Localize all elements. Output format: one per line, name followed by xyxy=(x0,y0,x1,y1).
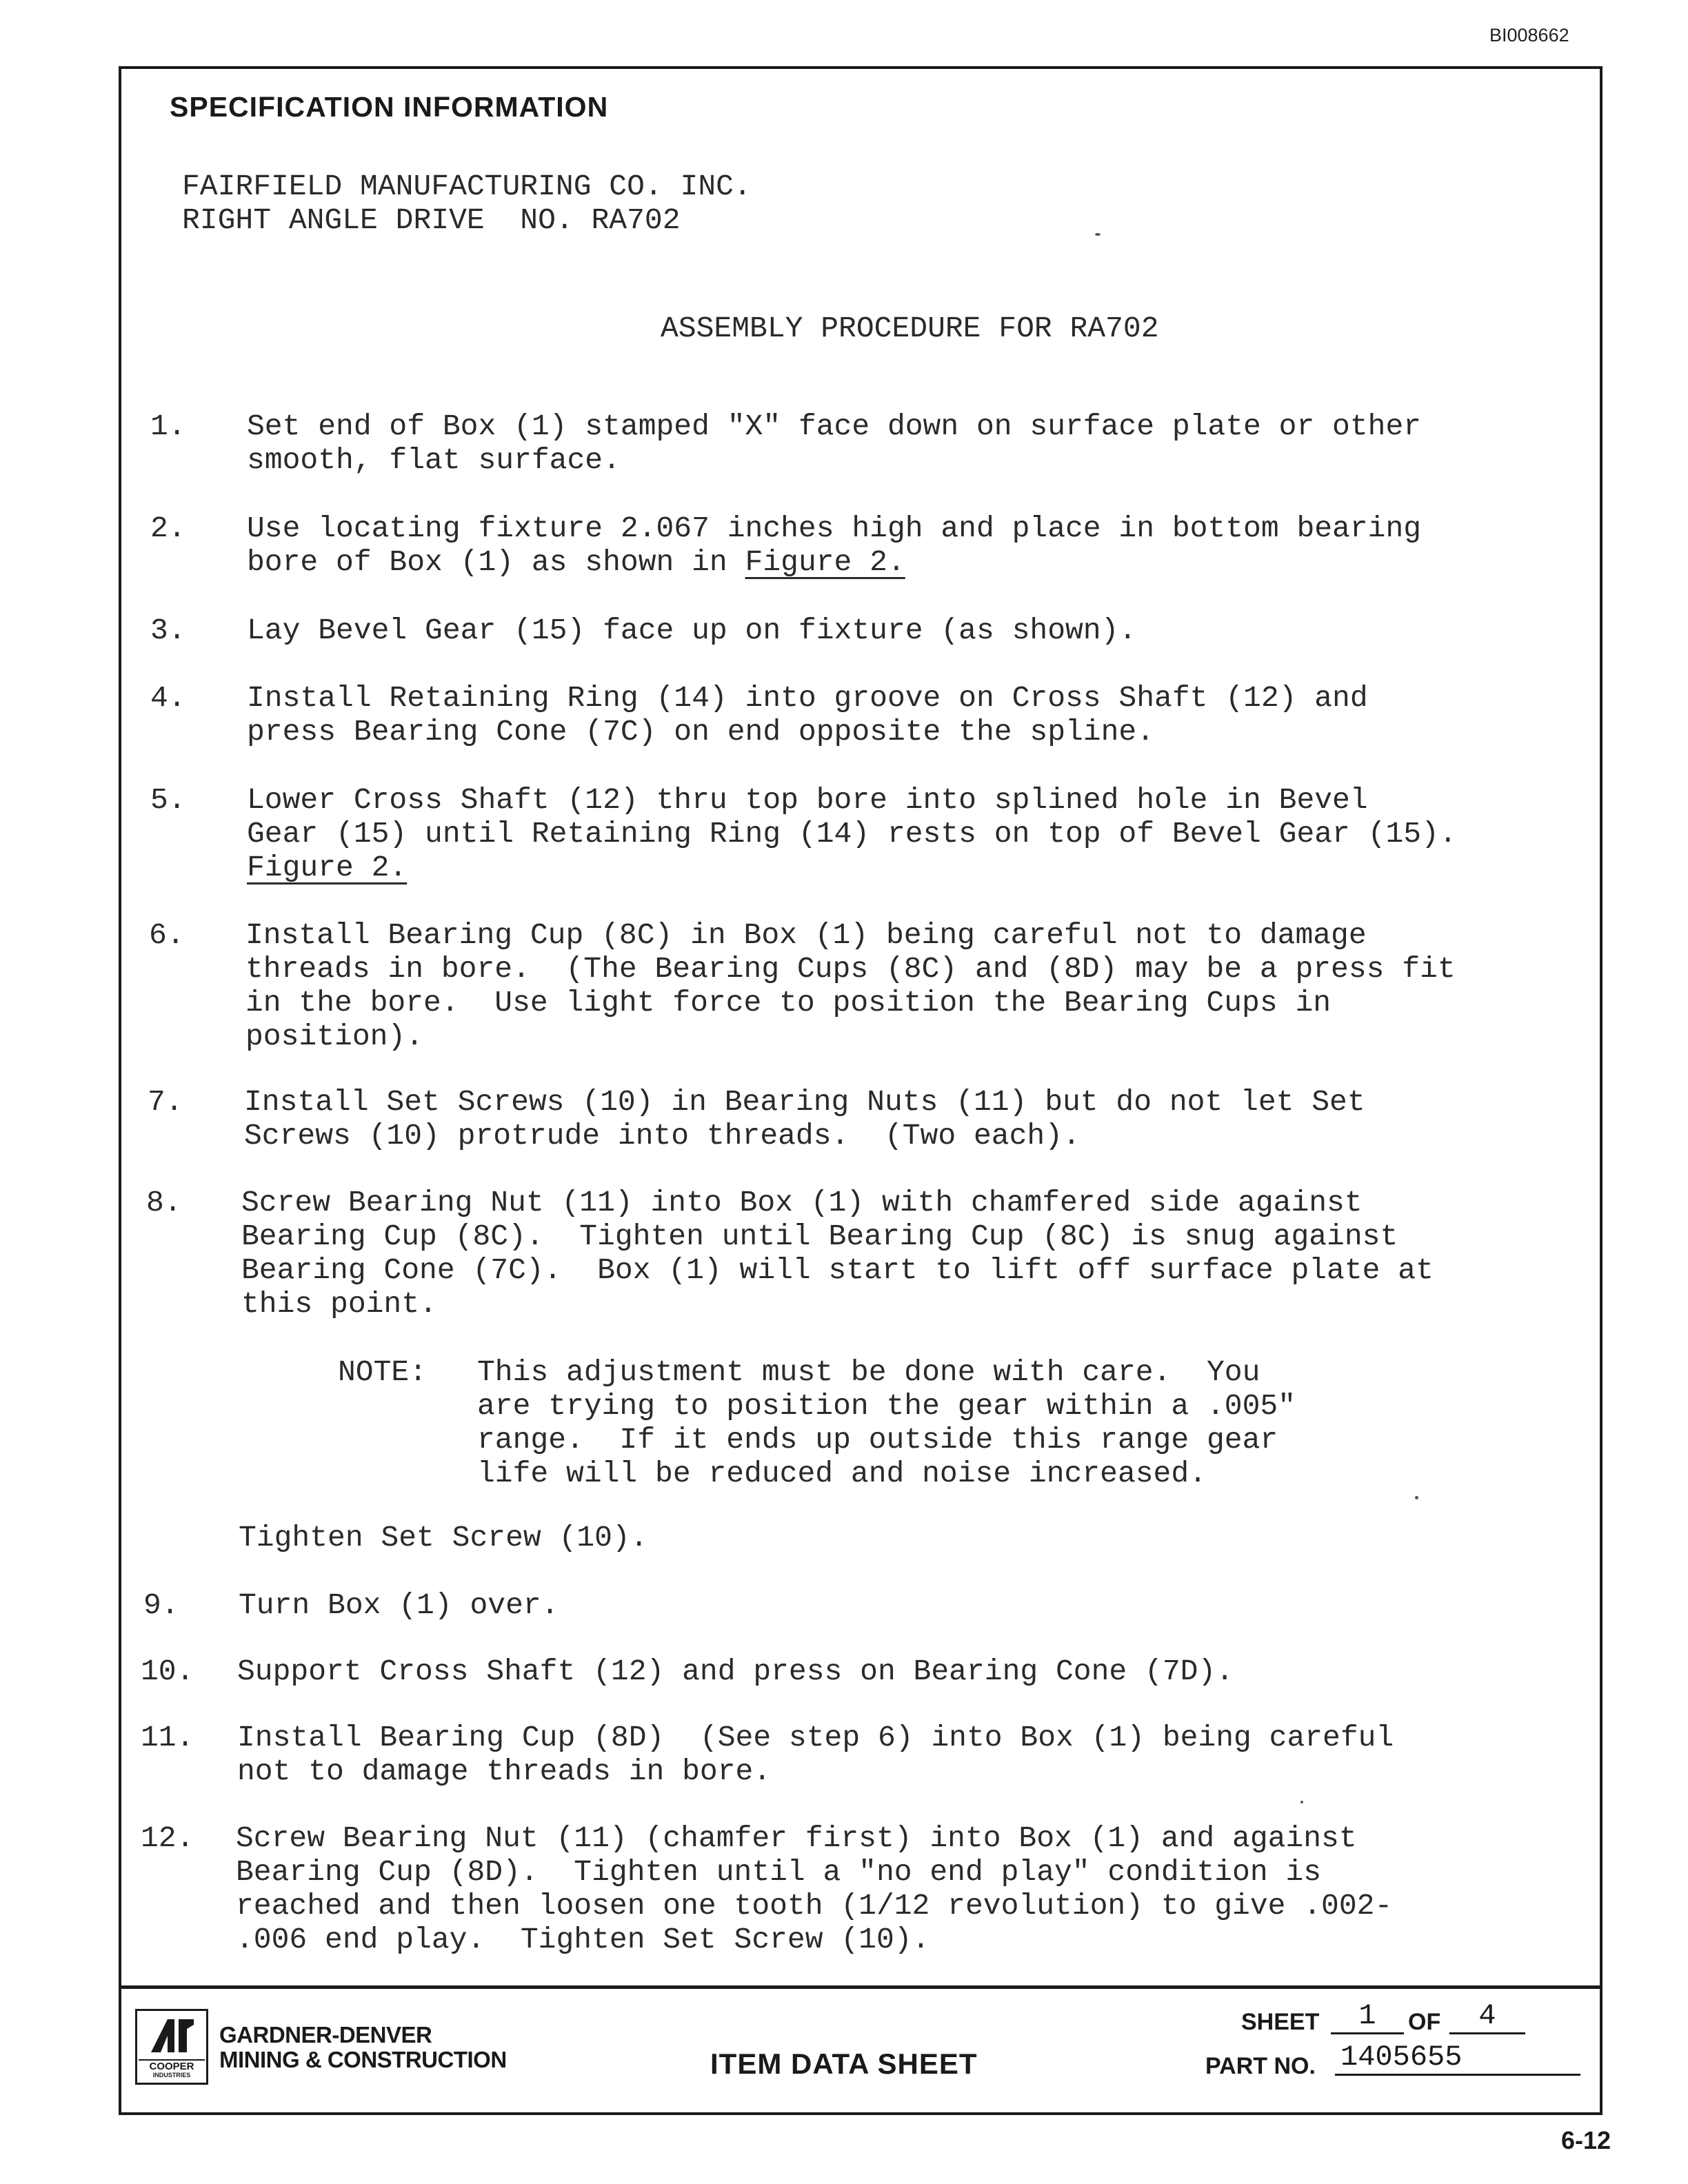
of-label: OF xyxy=(1408,2009,1441,2035)
step-number: 1. xyxy=(150,410,186,443)
step-number: 12. xyxy=(141,1821,194,1855)
step-line: threads in bore. (The Bearing Cups (8C) and (8D) may be a press fit xyxy=(245,952,1456,986)
step-line: Screw Bearing Nut (11) (chamfer first) into Box (1) and against xyxy=(236,1821,1357,1855)
step-line: this point. xyxy=(241,1287,437,1321)
step-number: 11. xyxy=(141,1721,194,1755)
scan-speck xyxy=(1415,1496,1418,1499)
step-line: Gear (15) until Retaining Ring (14) rests on top of Bevel Gear (15). xyxy=(247,817,1457,851)
step-line xyxy=(247,545,905,579)
step-line: Bearing Cup (8D). Tighten until a "no end play" condition is xyxy=(236,1855,1322,1889)
step-line: position). xyxy=(245,1020,424,1053)
step-line: Set end of Box (1) stamped "X" face down on surface plate or other xyxy=(247,410,1422,443)
step-line: Lay Bevel Gear (15) face up on fixture (as shown). xyxy=(247,614,1137,647)
product-line: RIGHT ANGLE DRIVE NO. RA702 xyxy=(182,203,681,237)
step-line: Screws (10) protrude into threads. (Two each). xyxy=(244,1119,1081,1153)
step-number: 7. xyxy=(148,1085,183,1119)
step-line-text: bore of Box (1) as shown in xyxy=(247,545,745,579)
step-line: Support Cross Shaft (12) and press on Bearing Cone (7D). xyxy=(237,1655,1234,1688)
step-number: 5. xyxy=(150,783,186,817)
sheet-label: SHEET xyxy=(1241,2009,1320,2035)
section-title: SPECIFICATION INFORMATION xyxy=(170,91,609,123)
company-line-2: MINING & CONSTRUCTION xyxy=(219,2047,507,2072)
step-number: 10. xyxy=(141,1655,194,1688)
cooper-logo xyxy=(135,2009,208,2085)
step-line: smooth, flat surface. xyxy=(247,443,621,477)
step-line: in the bore. Use light force to position the Bearing Cups in xyxy=(245,986,1332,1020)
step-line: Turn Box (1) over. xyxy=(239,1588,559,1622)
step-line: press Bearing Cone (7C) on end opposite the spline. xyxy=(247,715,1155,749)
step-number: 2. xyxy=(150,512,186,545)
figure-2-reference: Figure 2. xyxy=(247,851,408,884)
step-number: 4. xyxy=(150,681,186,715)
document-id: BI008662 xyxy=(1489,25,1569,46)
part-number-label: PART NO. xyxy=(1205,2053,1316,2079)
figure-2-reference: Figure 2. xyxy=(745,545,905,579)
step-line: Screw Bearing Nut (11) into Box (1) with chamfered side against xyxy=(241,1186,1363,1220)
step-number: 8. xyxy=(146,1186,182,1220)
step-line: Install Retaining Ring (14) into groove on Cross Shaft (12) and xyxy=(247,681,1368,715)
note-line: This adjustment must be done with care. You xyxy=(477,1355,1260,1389)
spec-header xyxy=(182,170,752,237)
part-number: 1405655 xyxy=(1335,2041,1580,2076)
note-line: life will be reduced and noise increased. xyxy=(477,1457,1207,1490)
manufacturer-line: FAIRFIELD MANUFACTURING CO. INC. xyxy=(182,170,752,203)
step-line: Use locating fixture 2.067 inches high and place in bottom bearing xyxy=(247,512,1422,545)
step-line: not to damage threads in bore. xyxy=(237,1755,772,1788)
logo-text: COOPER xyxy=(139,2059,205,2072)
step-line: Install Bearing Cup (8C) in Box (1) being careful not to damage xyxy=(245,918,1367,952)
tighten-set-screw-line: Tighten Set Screw (10). xyxy=(239,1521,648,1555)
company-line-1: GARDNER-DENVER xyxy=(219,2022,432,2048)
scan-speck xyxy=(1300,1801,1303,1803)
step-number: 9. xyxy=(143,1588,179,1622)
step-line: Install Bearing Cup (8D) (See step 6) into Box (1) being careful xyxy=(237,1721,1394,1755)
scan-speck xyxy=(1095,233,1101,236)
company-name xyxy=(219,2023,507,2072)
sheet-total: 4 xyxy=(1449,1999,1525,2034)
procedure-title: ASSEMBLY PROCEDURE FOR RA702 xyxy=(661,312,1159,345)
step-number: 3. xyxy=(150,614,186,647)
step-number: 6. xyxy=(149,918,185,952)
note-line: range. If it ends up outside this range gear xyxy=(477,1423,1278,1457)
page-number: 6-12 xyxy=(1561,2126,1611,2154)
step-line: Install Set Screws (10) in Bearing Nuts (11) but do not let Set xyxy=(244,1085,1365,1119)
step-line: Lower Cross Shaft (12) thru top bore into splined hole in Bevel xyxy=(247,783,1368,817)
logo-subtext: INDUSTRIES xyxy=(152,2072,191,2079)
note-line: are trying to position the gear within a .005" xyxy=(477,1389,1296,1423)
step-line: reached and then loosen one tooth (1/12 revolution) to give .002- xyxy=(236,1889,1393,1923)
item-data-sheet-title: ITEM DATA SHEET xyxy=(710,2048,978,2080)
step-line: .006 end play. Tighten Set Screw (10). xyxy=(236,1923,930,1957)
footer-divider xyxy=(119,1985,1602,1989)
step-line: Bearing Cup (8C). Tighten until Bearing Cup (8C) is snug against xyxy=(241,1220,1398,1253)
cooper-logo-mark-icon xyxy=(147,2015,197,2055)
step-line: Bearing Cone (7C). Box (1) will start to lift off surface plate at xyxy=(241,1253,1434,1287)
sheet-number: 1 xyxy=(1331,1999,1404,2034)
note-label: NOTE: xyxy=(338,1355,428,1389)
